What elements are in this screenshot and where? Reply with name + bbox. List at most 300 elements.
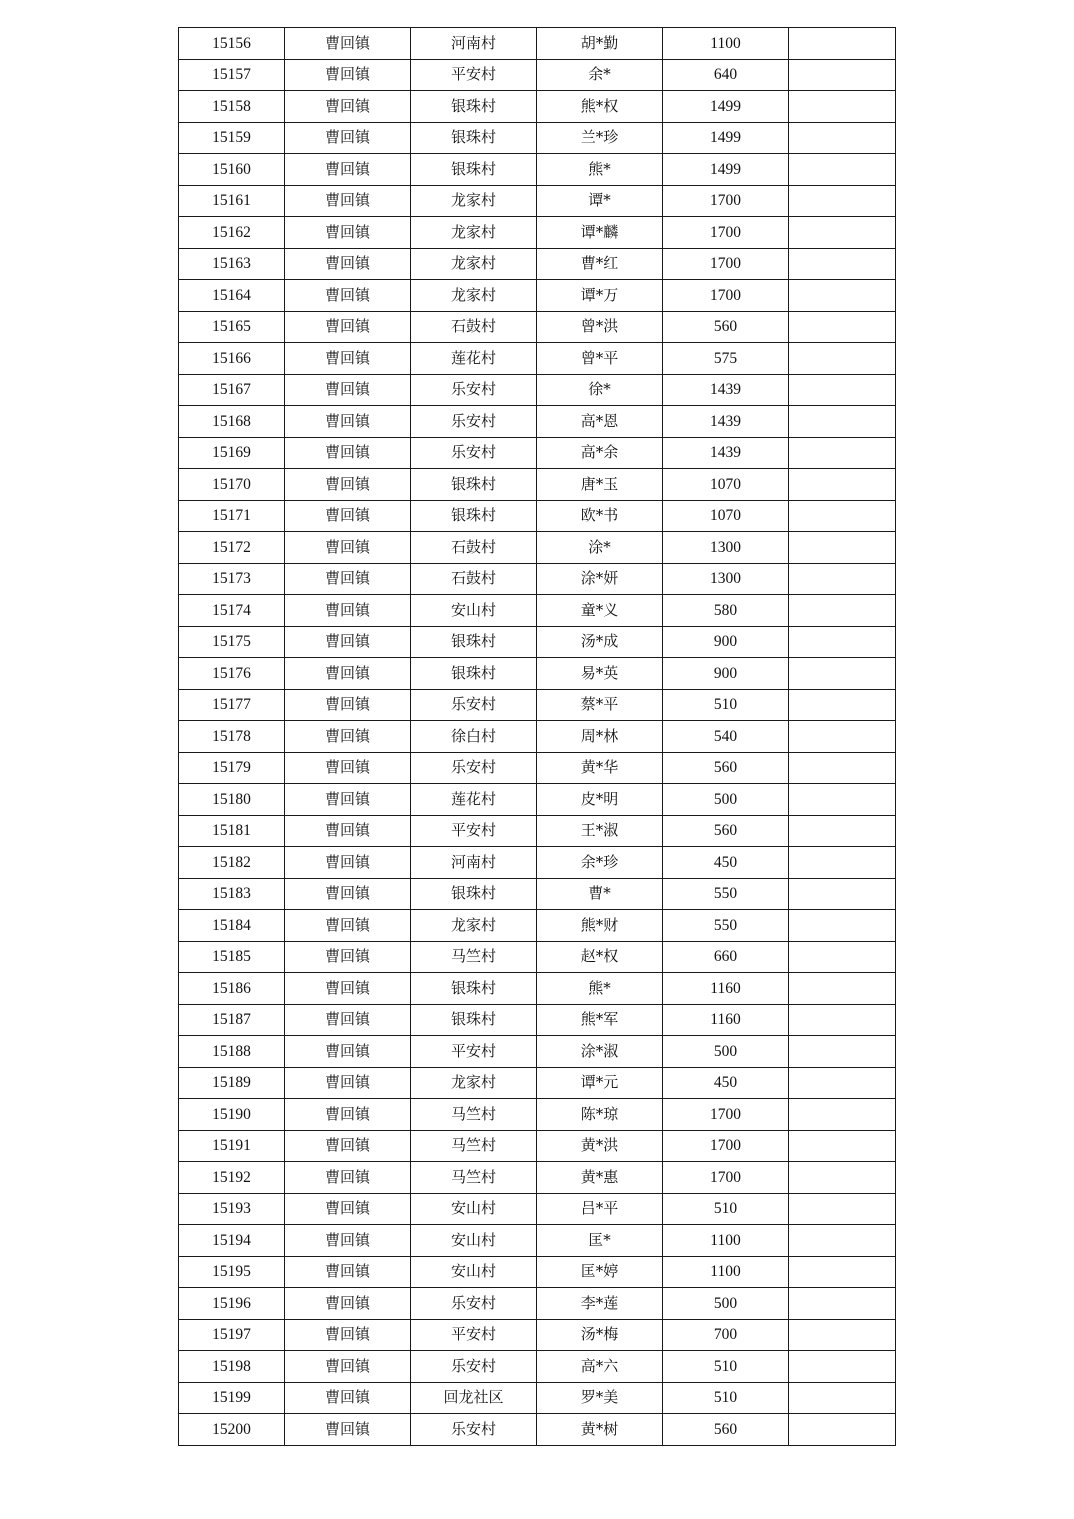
cell-serial-number: 15197 bbox=[179, 1319, 285, 1351]
cell-village: 龙家村 bbox=[411, 185, 537, 217]
cell-amount: 1100 bbox=[663, 1225, 789, 1257]
table-row bbox=[179, 1225, 896, 1257]
cell-serial-number: 15162 bbox=[179, 217, 285, 249]
table-row bbox=[179, 91, 896, 123]
cell-town: 曹回镇 bbox=[285, 815, 411, 847]
cell-amount: 510 bbox=[663, 689, 789, 721]
table-row bbox=[179, 815, 896, 847]
cell-note bbox=[789, 437, 896, 469]
cell-village: 乐安村 bbox=[411, 1288, 537, 1320]
cell-note bbox=[789, 1351, 896, 1383]
cell-town: 曹回镇 bbox=[285, 1130, 411, 1162]
cell-amount: 510 bbox=[663, 1382, 789, 1414]
cell-person-name: 高*余 bbox=[537, 437, 663, 469]
cell-serial-number: 15158 bbox=[179, 91, 285, 123]
cell-note bbox=[789, 59, 896, 91]
cell-serial-number: 15200 bbox=[179, 1414, 285, 1446]
cell-village: 安山村 bbox=[411, 595, 537, 627]
cell-amount: 1300 bbox=[663, 563, 789, 595]
cell-amount: 700 bbox=[663, 1319, 789, 1351]
table-row bbox=[179, 1193, 896, 1225]
table-row bbox=[179, 1130, 896, 1162]
cell-amount: 1499 bbox=[663, 91, 789, 123]
cell-town: 曹回镇 bbox=[285, 1225, 411, 1257]
cell-village: 回龙社区 bbox=[411, 1382, 537, 1414]
cell-person-name: 黄*洪 bbox=[537, 1130, 663, 1162]
table-row bbox=[179, 784, 896, 816]
cell-town: 曹回镇 bbox=[285, 437, 411, 469]
table-row bbox=[179, 752, 896, 784]
cell-village: 马竺村 bbox=[411, 941, 537, 973]
cell-town: 曹回镇 bbox=[285, 626, 411, 658]
table-row bbox=[179, 973, 896, 1005]
cell-person-name: 谭* bbox=[537, 185, 663, 217]
cell-person-name: 高*六 bbox=[537, 1351, 663, 1383]
cell-note bbox=[789, 1319, 896, 1351]
cell-village: 平安村 bbox=[411, 815, 537, 847]
table-row bbox=[179, 1382, 896, 1414]
cell-person-name: 谭*麟 bbox=[537, 217, 663, 249]
cell-village: 河南村 bbox=[411, 28, 537, 60]
cell-note bbox=[789, 752, 896, 784]
cell-note bbox=[789, 689, 896, 721]
cell-note bbox=[789, 469, 896, 501]
cell-amount: 1100 bbox=[663, 28, 789, 60]
cell-person-name: 匡* bbox=[537, 1225, 663, 1257]
cell-village: 乐安村 bbox=[411, 752, 537, 784]
table-row bbox=[179, 280, 896, 312]
cell-note bbox=[789, 1414, 896, 1446]
cell-serial-number: 15168 bbox=[179, 406, 285, 438]
cell-person-name: 汤*梅 bbox=[537, 1319, 663, 1351]
table-row bbox=[179, 1414, 896, 1446]
cell-serial-number: 15164 bbox=[179, 280, 285, 312]
cell-note bbox=[789, 280, 896, 312]
cell-amount: 1439 bbox=[663, 406, 789, 438]
cell-serial-number: 15188 bbox=[179, 1036, 285, 1068]
cell-town: 曹回镇 bbox=[285, 1193, 411, 1225]
cell-amount: 575 bbox=[663, 343, 789, 375]
cell-serial-number: 15180 bbox=[179, 784, 285, 816]
table-row bbox=[179, 1319, 896, 1351]
cell-village: 银珠村 bbox=[411, 973, 537, 1005]
cell-note bbox=[789, 973, 896, 1005]
cell-serial-number: 15163 bbox=[179, 248, 285, 280]
cell-serial-number: 15179 bbox=[179, 752, 285, 784]
table-row bbox=[179, 28, 896, 60]
table-row bbox=[179, 658, 896, 690]
cell-amount: 500 bbox=[663, 784, 789, 816]
cell-town: 曹回镇 bbox=[285, 941, 411, 973]
cell-serial-number: 15169 bbox=[179, 437, 285, 469]
table-row bbox=[179, 311, 896, 343]
cell-amount: 1700 bbox=[663, 1162, 789, 1194]
cell-town: 曹回镇 bbox=[285, 28, 411, 60]
cell-note bbox=[789, 1256, 896, 1288]
cell-note bbox=[789, 91, 896, 123]
cell-serial-number: 15181 bbox=[179, 815, 285, 847]
cell-note bbox=[789, 248, 896, 280]
cell-village: 银珠村 bbox=[411, 154, 537, 186]
table-row bbox=[179, 1004, 896, 1036]
cell-person-name: 涂*淑 bbox=[537, 1036, 663, 1068]
cell-town: 曹回镇 bbox=[285, 343, 411, 375]
cell-town: 曹回镇 bbox=[285, 1351, 411, 1383]
cell-amount: 1499 bbox=[663, 122, 789, 154]
cell-town: 曹回镇 bbox=[285, 374, 411, 406]
cell-person-name: 汤*成 bbox=[537, 626, 663, 658]
cell-amount: 900 bbox=[663, 626, 789, 658]
table-row bbox=[179, 185, 896, 217]
cell-town: 曹回镇 bbox=[285, 1004, 411, 1036]
cell-note bbox=[789, 1099, 896, 1131]
cell-village: 安山村 bbox=[411, 1256, 537, 1288]
cell-amount: 1700 bbox=[663, 1099, 789, 1131]
cell-note bbox=[789, 185, 896, 217]
cell-serial-number: 15165 bbox=[179, 311, 285, 343]
cell-amount: 540 bbox=[663, 721, 789, 753]
cell-village: 银珠村 bbox=[411, 122, 537, 154]
cell-serial-number: 15185 bbox=[179, 941, 285, 973]
cell-note bbox=[789, 122, 896, 154]
cell-person-name: 熊*军 bbox=[537, 1004, 663, 1036]
cell-amount: 1700 bbox=[663, 217, 789, 249]
cell-note bbox=[789, 28, 896, 60]
cell-village: 马竺村 bbox=[411, 1099, 537, 1131]
cell-person-name: 曾*洪 bbox=[537, 311, 663, 343]
cell-village: 银珠村 bbox=[411, 1004, 537, 1036]
cell-village: 莲花村 bbox=[411, 784, 537, 816]
cell-town: 曹回镇 bbox=[285, 1319, 411, 1351]
table-row bbox=[179, 910, 896, 942]
cell-village: 银珠村 bbox=[411, 500, 537, 532]
cell-town: 曹回镇 bbox=[285, 406, 411, 438]
cell-note bbox=[789, 1130, 896, 1162]
table-row bbox=[179, 59, 896, 91]
cell-village: 平安村 bbox=[411, 59, 537, 91]
table-row bbox=[179, 154, 896, 186]
cell-person-name: 曾*平 bbox=[537, 343, 663, 375]
cell-person-name: 欧*书 bbox=[537, 500, 663, 532]
cell-town: 曹回镇 bbox=[285, 280, 411, 312]
cell-serial-number: 15192 bbox=[179, 1162, 285, 1194]
cell-note bbox=[789, 815, 896, 847]
cell-amount: 1300 bbox=[663, 532, 789, 564]
cell-town: 曹回镇 bbox=[285, 122, 411, 154]
cell-amount: 1070 bbox=[663, 500, 789, 532]
cell-amount: 1499 bbox=[663, 154, 789, 186]
cell-village: 银珠村 bbox=[411, 658, 537, 690]
cell-serial-number: 15167 bbox=[179, 374, 285, 406]
cell-note bbox=[789, 343, 896, 375]
cell-amount: 1700 bbox=[663, 280, 789, 312]
cell-serial-number: 15198 bbox=[179, 1351, 285, 1383]
table-row bbox=[179, 1288, 896, 1320]
cell-serial-number: 15177 bbox=[179, 689, 285, 721]
cell-town: 曹回镇 bbox=[285, 721, 411, 753]
cell-note bbox=[789, 1193, 896, 1225]
cell-town: 曹回镇 bbox=[285, 217, 411, 249]
cell-person-name: 童*义 bbox=[537, 595, 663, 627]
cell-town: 曹回镇 bbox=[285, 154, 411, 186]
cell-village: 平安村 bbox=[411, 1319, 537, 1351]
cell-town: 曹回镇 bbox=[285, 1288, 411, 1320]
cell-village: 银珠村 bbox=[411, 91, 537, 123]
cell-town: 曹回镇 bbox=[285, 752, 411, 784]
cell-serial-number: 15173 bbox=[179, 563, 285, 595]
table-row bbox=[179, 248, 896, 280]
cell-amount: 500 bbox=[663, 1288, 789, 1320]
cell-person-name: 易*英 bbox=[537, 658, 663, 690]
cell-note bbox=[789, 563, 896, 595]
table-row bbox=[179, 217, 896, 249]
cell-serial-number: 15161 bbox=[179, 185, 285, 217]
cell-village: 徐白村 bbox=[411, 721, 537, 753]
cell-town: 曹回镇 bbox=[285, 1036, 411, 1068]
cell-amount: 560 bbox=[663, 1414, 789, 1446]
cell-town: 曹回镇 bbox=[285, 1256, 411, 1288]
cell-person-name: 吕*平 bbox=[537, 1193, 663, 1225]
cell-note bbox=[789, 1036, 896, 1068]
table-row bbox=[179, 406, 896, 438]
cell-amount: 1439 bbox=[663, 374, 789, 406]
cell-person-name: 周*林 bbox=[537, 721, 663, 753]
cell-town: 曹回镇 bbox=[285, 878, 411, 910]
cell-person-name: 熊*权 bbox=[537, 91, 663, 123]
cell-village: 龙家村 bbox=[411, 217, 537, 249]
cell-person-name: 谭*元 bbox=[537, 1067, 663, 1099]
cell-note bbox=[789, 1004, 896, 1036]
cell-serial-number: 15170 bbox=[179, 469, 285, 501]
cell-serial-number: 15183 bbox=[179, 878, 285, 910]
cell-amount: 450 bbox=[663, 847, 789, 879]
cell-amount: 1070 bbox=[663, 469, 789, 501]
cell-serial-number: 15166 bbox=[179, 343, 285, 375]
cell-town: 曹回镇 bbox=[285, 658, 411, 690]
table-body bbox=[179, 28, 896, 1446]
cell-village: 乐安村 bbox=[411, 374, 537, 406]
cell-town: 曹回镇 bbox=[285, 469, 411, 501]
cell-village: 龙家村 bbox=[411, 910, 537, 942]
cell-person-name: 余*珍 bbox=[537, 847, 663, 879]
cell-amount: 900 bbox=[663, 658, 789, 690]
cell-town: 曹回镇 bbox=[285, 973, 411, 1005]
cell-amount: 510 bbox=[663, 1193, 789, 1225]
cell-town: 曹回镇 bbox=[285, 185, 411, 217]
cell-village: 龙家村 bbox=[411, 248, 537, 280]
cell-person-name: 罗*美 bbox=[537, 1382, 663, 1414]
cell-village: 乐安村 bbox=[411, 1351, 537, 1383]
cell-village: 马竺村 bbox=[411, 1162, 537, 1194]
cell-amount: 1160 bbox=[663, 973, 789, 1005]
cell-note bbox=[789, 217, 896, 249]
cell-amount: 560 bbox=[663, 311, 789, 343]
table-row bbox=[179, 500, 896, 532]
cell-amount: 1700 bbox=[663, 185, 789, 217]
cell-serial-number: 15195 bbox=[179, 1256, 285, 1288]
cell-note bbox=[789, 658, 896, 690]
cell-town: 曹回镇 bbox=[285, 689, 411, 721]
table-row bbox=[179, 1099, 896, 1131]
table-row bbox=[179, 941, 896, 973]
cell-village: 安山村 bbox=[411, 1193, 537, 1225]
cell-town: 曹回镇 bbox=[285, 1382, 411, 1414]
cell-village: 龙家村 bbox=[411, 280, 537, 312]
cell-village: 莲花村 bbox=[411, 343, 537, 375]
cell-person-name: 李*莲 bbox=[537, 1288, 663, 1320]
cell-note bbox=[789, 595, 896, 627]
cell-town: 曹回镇 bbox=[285, 500, 411, 532]
cell-person-name: 王*淑 bbox=[537, 815, 663, 847]
cell-note bbox=[789, 1382, 896, 1414]
cell-town: 曹回镇 bbox=[285, 1099, 411, 1131]
table-row bbox=[179, 595, 896, 627]
cell-note bbox=[789, 311, 896, 343]
cell-amount: 1700 bbox=[663, 248, 789, 280]
cell-person-name: 高*恩 bbox=[537, 406, 663, 438]
cell-amount: 660 bbox=[663, 941, 789, 973]
table-row bbox=[179, 563, 896, 595]
table-row bbox=[179, 343, 896, 375]
cell-note bbox=[789, 910, 896, 942]
cell-town: 曹回镇 bbox=[285, 311, 411, 343]
cell-person-name: 徐* bbox=[537, 374, 663, 406]
cell-amount: 510 bbox=[663, 1351, 789, 1383]
cell-person-name: 谭*万 bbox=[537, 280, 663, 312]
cell-village: 马竺村 bbox=[411, 1130, 537, 1162]
table-row bbox=[179, 1256, 896, 1288]
table-row bbox=[179, 532, 896, 564]
cell-town: 曹回镇 bbox=[285, 563, 411, 595]
cell-village: 银珠村 bbox=[411, 878, 537, 910]
cell-village: 安山村 bbox=[411, 1225, 537, 1257]
cell-amount: 550 bbox=[663, 910, 789, 942]
cell-note bbox=[789, 1225, 896, 1257]
cell-serial-number: 15186 bbox=[179, 973, 285, 1005]
cell-person-name: 熊* bbox=[537, 154, 663, 186]
cell-note bbox=[789, 500, 896, 532]
cell-town: 曹回镇 bbox=[285, 910, 411, 942]
cell-town: 曹回镇 bbox=[285, 91, 411, 123]
cell-person-name: 曹* bbox=[537, 878, 663, 910]
cell-note bbox=[789, 532, 896, 564]
cell-note bbox=[789, 154, 896, 186]
cell-person-name: 陈*琼 bbox=[537, 1099, 663, 1131]
cell-person-name: 曹*红 bbox=[537, 248, 663, 280]
table-row bbox=[179, 878, 896, 910]
cell-person-name: 胡*勤 bbox=[537, 28, 663, 60]
cell-serial-number: 15199 bbox=[179, 1382, 285, 1414]
cell-note bbox=[789, 784, 896, 816]
cell-village: 石鼓村 bbox=[411, 311, 537, 343]
cell-note bbox=[789, 626, 896, 658]
records-table bbox=[178, 27, 896, 1446]
cell-amount: 580 bbox=[663, 595, 789, 627]
cell-person-name: 唐*玉 bbox=[537, 469, 663, 501]
cell-serial-number: 15171 bbox=[179, 500, 285, 532]
cell-amount: 640 bbox=[663, 59, 789, 91]
cell-note bbox=[789, 1288, 896, 1320]
cell-serial-number: 15187 bbox=[179, 1004, 285, 1036]
cell-village: 乐安村 bbox=[411, 437, 537, 469]
cell-serial-number: 15178 bbox=[179, 721, 285, 753]
cell-serial-number: 15196 bbox=[179, 1288, 285, 1320]
cell-note bbox=[789, 1162, 896, 1194]
cell-note bbox=[789, 878, 896, 910]
cell-person-name: 兰*珍 bbox=[537, 122, 663, 154]
cell-town: 曹回镇 bbox=[285, 59, 411, 91]
cell-town: 曹回镇 bbox=[285, 847, 411, 879]
cell-amount: 550 bbox=[663, 878, 789, 910]
cell-serial-number: 15172 bbox=[179, 532, 285, 564]
cell-village: 河南村 bbox=[411, 847, 537, 879]
cell-village: 乐安村 bbox=[411, 406, 537, 438]
cell-person-name: 熊*财 bbox=[537, 910, 663, 942]
cell-village: 银珠村 bbox=[411, 469, 537, 501]
cell-serial-number: 15176 bbox=[179, 658, 285, 690]
cell-village: 平安村 bbox=[411, 1036, 537, 1068]
cell-person-name: 黄*华 bbox=[537, 752, 663, 784]
table-row bbox=[179, 721, 896, 753]
cell-note bbox=[789, 374, 896, 406]
cell-person-name: 熊* bbox=[537, 973, 663, 1005]
cell-village: 石鼓村 bbox=[411, 563, 537, 595]
table-row bbox=[179, 1036, 896, 1068]
cell-serial-number: 15182 bbox=[179, 847, 285, 879]
table-row bbox=[179, 1351, 896, 1383]
cell-amount: 1160 bbox=[663, 1004, 789, 1036]
cell-village: 石鼓村 bbox=[411, 532, 537, 564]
cell-person-name: 黄*树 bbox=[537, 1414, 663, 1446]
table-row bbox=[179, 1067, 896, 1099]
cell-note bbox=[789, 721, 896, 753]
cell-town: 曹回镇 bbox=[285, 784, 411, 816]
cell-serial-number: 15191 bbox=[179, 1130, 285, 1162]
cell-note bbox=[789, 406, 896, 438]
cell-person-name: 蔡*平 bbox=[537, 689, 663, 721]
table-row bbox=[179, 689, 896, 721]
cell-serial-number: 15189 bbox=[179, 1067, 285, 1099]
cell-note bbox=[789, 1067, 896, 1099]
cell-person-name: 涂*妍 bbox=[537, 563, 663, 595]
table-row bbox=[179, 626, 896, 658]
cell-amount: 1100 bbox=[663, 1256, 789, 1288]
table-row bbox=[179, 374, 896, 406]
cell-town: 曹回镇 bbox=[285, 1067, 411, 1099]
cell-amount: 1700 bbox=[663, 1130, 789, 1162]
cell-person-name: 匡*婷 bbox=[537, 1256, 663, 1288]
cell-person-name: 涂* bbox=[537, 532, 663, 564]
cell-amount: 1439 bbox=[663, 437, 789, 469]
cell-serial-number: 15159 bbox=[179, 122, 285, 154]
cell-village: 乐安村 bbox=[411, 1414, 537, 1446]
cell-amount: 450 bbox=[663, 1067, 789, 1099]
table-row bbox=[179, 122, 896, 154]
cell-town: 曹回镇 bbox=[285, 1414, 411, 1446]
cell-village: 银珠村 bbox=[411, 626, 537, 658]
cell-amount: 560 bbox=[663, 752, 789, 784]
table-row bbox=[179, 437, 896, 469]
cell-serial-number: 15156 bbox=[179, 28, 285, 60]
cell-town: 曹回镇 bbox=[285, 595, 411, 627]
cell-note bbox=[789, 847, 896, 879]
cell-note bbox=[789, 941, 896, 973]
cell-serial-number: 15184 bbox=[179, 910, 285, 942]
cell-person-name: 黄*惠 bbox=[537, 1162, 663, 1194]
cell-amount: 500 bbox=[663, 1036, 789, 1068]
cell-serial-number: 15157 bbox=[179, 59, 285, 91]
cell-town: 曹回镇 bbox=[285, 532, 411, 564]
